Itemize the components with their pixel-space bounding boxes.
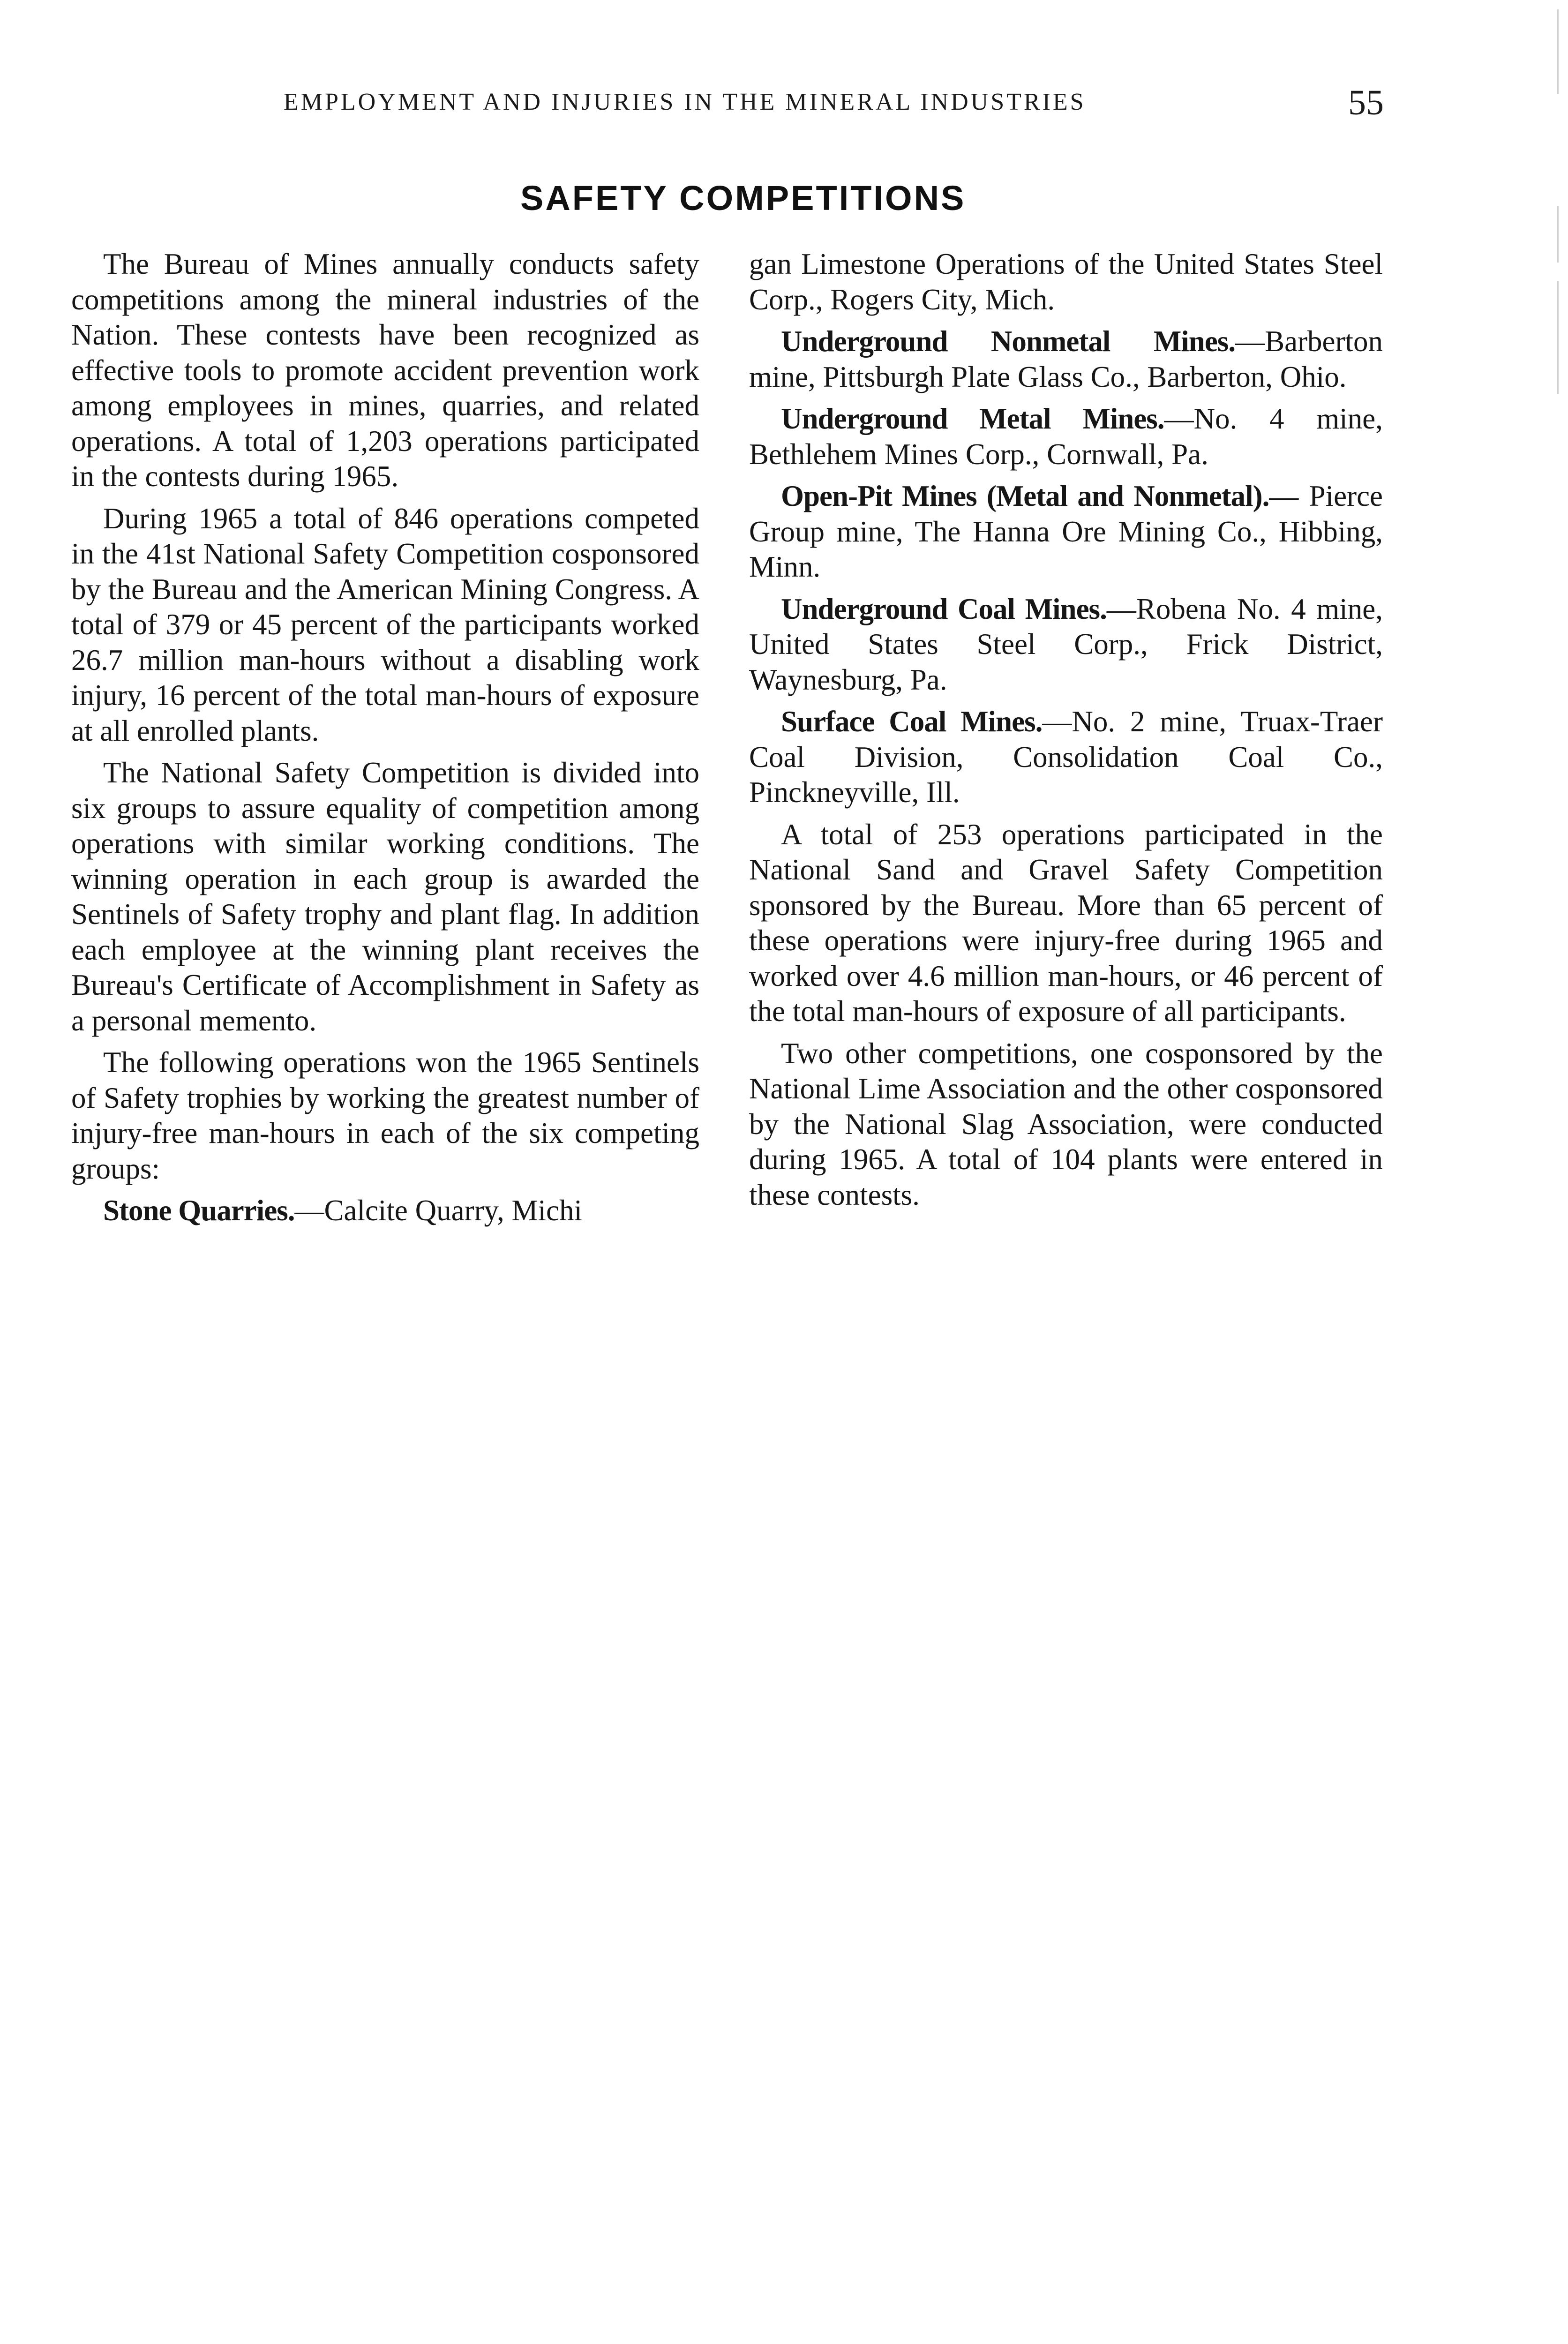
underground-metal-entry: [749, 401, 1383, 472]
stone-quarries-continuation: gan Limestone Operations of the United States Steel Corp., Rogers City, Mich.: [749, 248, 1383, 316]
scan-edge-mark: [1557, 206, 1559, 263]
sand-gravel-paragraph: A total of 253 operations participated in the National Sand and Gravel Safety Competition sponsored by the Bureau. More than 65 percent of these operations were injury-free during 1965 and worked over 4.6 million man-hours, or 46 percent of the total man-hours of exposure of all participants.: [749, 818, 1383, 1028]
stone-quarries-heading: Stone Quarries.: [103, 1194, 295, 1227]
open-pit-entry: [749, 479, 1383, 585]
stone-quarries-text: —Calcite Quarry, Michi: [294, 1194, 582, 1227]
underground-nonmetal-text: —Barberton mine, Pittsburgh Plate Glass Co., Barberton, Ohio.: [749, 325, 1383, 393]
section-title: SAFETY COMPETITIONS: [520, 179, 966, 218]
surface-coal-heading: Surface Coal Mines.: [781, 705, 1043, 738]
scan-edge-mark: [1557, 9, 1559, 94]
underground-metal-text: —No. 4 mine, Bethlehem Mines Corp., Cornwall, Pa.: [749, 402, 1383, 471]
left-column: [71, 247, 699, 1235]
intro-paragraph: The Bureau of Mines annually conducts safety competitions among the mineral industries of the Nation. These contests have been recognized as effective tools to promote accident prevention work among employees in mines, quarries, and related operations. A total of 1,203 operations participated in the contests during 1965.: [71, 248, 699, 493]
national-competition-paragraph: During 1965 a total of 846 operations competed in the 41st National Safety Competition cosponsored by the Bureau and the American Mining Congress. A total of 379 or 45 percent of the participants worked 26.7 million man-hours without a disabling work injury, 16 percent of the total man-hours of exposure at all enrolled plants.: [71, 502, 699, 747]
open-pit-heading: Open-Pit Mines (Metal and Nonmetal).: [781, 480, 1269, 512]
underground-nonmetal-entry: [749, 324, 1383, 395]
surface-coal-text: —No. 2 mine, Truax-Traer Coal Division, Consolidation Coal Co., Pinckneyville, Ill.: [749, 705, 1383, 809]
competition-groups-paragraph: The National Safety Competition is divided into six groups to assure equality of competition among operations with similar working conditions. The winning operation in each group is awarded the Sentinels of Safety trophy and plant flag. In addition each employee at the winning plant receives the Bureau's Certificate of Accomplishment in Safety as a personal memento.: [71, 756, 699, 1037]
winners-intro-paragraph: The following operations won the 1965 Sentinels of Safety trophies by working the greatest number of injury-free man-hours in each of the six competing groups:: [71, 1046, 699, 1185]
stone-quarries-entry: [71, 1193, 699, 1229]
surface-coal-entry: [749, 704, 1383, 811]
open-pit-text: — Pierce Group mine, The Hanna Ore Mining Co., Hibbing, Minn.: [749, 480, 1383, 583]
page-number: 55: [1348, 83, 1384, 122]
underground-nonmetal-heading: Underground Nonmetal Mines.: [781, 325, 1236, 358]
scan-edge-mark: [1557, 281, 1559, 394]
right-column: [749, 247, 1383, 1219]
other-competitions-paragraph: Two other competitions, one cosponsored by the National Lime Association and the other cosponsored by the National Slag Association, were conducted during 1965. A total of 104 plants were entered in these contests.: [749, 1037, 1383, 1211]
underground-metal-heading: Underground Metal Mines.: [781, 402, 1164, 435]
underground-coal-text: —Robena No. 4 mine, United States Steel Corp., Frick District, Waynesburg, Pa.: [749, 592, 1383, 696]
underground-coal-entry: [749, 592, 1383, 698]
running-title: EMPLOYMENT AND INJURIES IN THE MINERAL INDUSTRIES: [284, 89, 1086, 115]
underground-coal-heading: Underground Coal Mines.: [781, 592, 1107, 625]
